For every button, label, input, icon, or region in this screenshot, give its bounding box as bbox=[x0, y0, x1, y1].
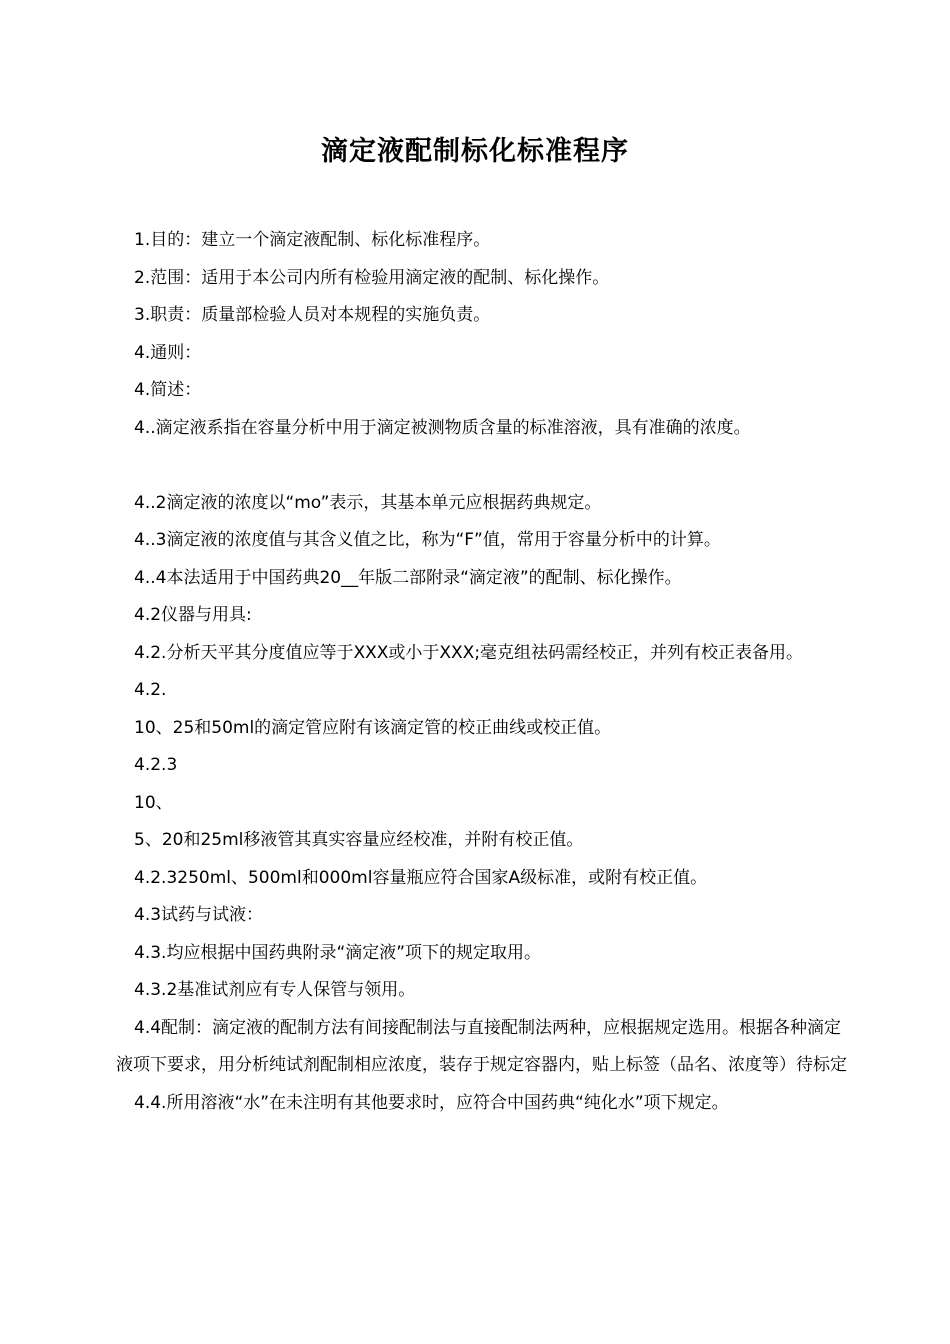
paragraph-preparation: 4.4配制：滴定液的配制方法有间接配制法与直接配制法两种，应根据规定选用。根据各种滴定液项下要求，用分析纯试剂配制相应浓度，装存于规定容器内，贴上标签（品名、浓度等）待标定 bbox=[116, 1017, 847, 1075]
paragraph-reagents-heading: 4.3试药与试液： bbox=[134, 905, 264, 925]
document-title: 滴定液配制标化标准程序 bbox=[321, 136, 629, 167]
paragraph-applicability: 4..4本法适用于中国药典20__年版二部附录“滴定液”的配制、标化操作。 bbox=[134, 567, 682, 588]
paragraph-general: 4.通则： bbox=[134, 342, 202, 363]
document-body bbox=[116, 222, 856, 1122]
paragraph-overview: 4.简述： bbox=[134, 380, 202, 400]
paragraph-scope: 2.范围：适用于本公司内所有检验用滴定液的配制、标化操作。 bbox=[134, 267, 610, 288]
paragraph-concentration-unit: 4..2滴定液的浓度以“mo”表示，其基本单元应根据药典规定。 bbox=[134, 492, 602, 513]
paragraph-balance: 4.2.分析天平其分度值应等于XXX或小于XXX;毫克组祛码需经校正，并列有校正表备用。 bbox=[134, 642, 804, 663]
paragraph-f-value: 4..3滴定液的浓度值与其含义值之比，称为“F”值，常用于容量分析中的计算。 bbox=[134, 530, 721, 550]
paragraph-water: 4.4.所用溶液“水”在未注明有其他要求时，应符合中国药典“纯化水”项下规定。 bbox=[134, 1092, 729, 1113]
paragraph-definition: 4..滴定液系指在容量分析中用于滴定被测物质含量的标准溶液，具有准确的浓度。 bbox=[134, 417, 751, 438]
paragraph-pipette: 5、20和25ml移液管其真实容量应经校准，并附有校正值。 bbox=[134, 830, 584, 850]
paragraph-burette: 10、25和50ml的滴定管应附有该滴定管的校正曲线或校正值。 bbox=[134, 717, 612, 738]
paragraph-reference-reagent: 4.3.2基准试剂应有专人保管与领用。 bbox=[134, 980, 416, 1000]
paragraph-section-4-2: 4.2. bbox=[134, 680, 167, 700]
paragraph-reagent-usage: 4.3.均应根据中国药典附录“滴定液”项下的规定取用。 bbox=[134, 942, 542, 963]
paragraph-responsibility: 3.职责：质量部检验人员对本规程的实施负责。 bbox=[134, 305, 491, 325]
paragraph-instruments-heading: 4.2仪器与用具: bbox=[134, 605, 252, 625]
blank-line bbox=[116, 447, 856, 485]
paragraph-pipette-size: 10、 bbox=[134, 792, 173, 813]
paragraph-section-4-2-3: 4.2.3 bbox=[134, 755, 178, 775]
paragraph-volumetric-flask: 4.2.3250ml、500ml和000ml容量瓶应符合国家A级标准，或附有校正值。 bbox=[134, 867, 708, 888]
paragraph-purpose: 1.目的：建立一个滴定液配制、标化标准程序。 bbox=[134, 230, 491, 250]
